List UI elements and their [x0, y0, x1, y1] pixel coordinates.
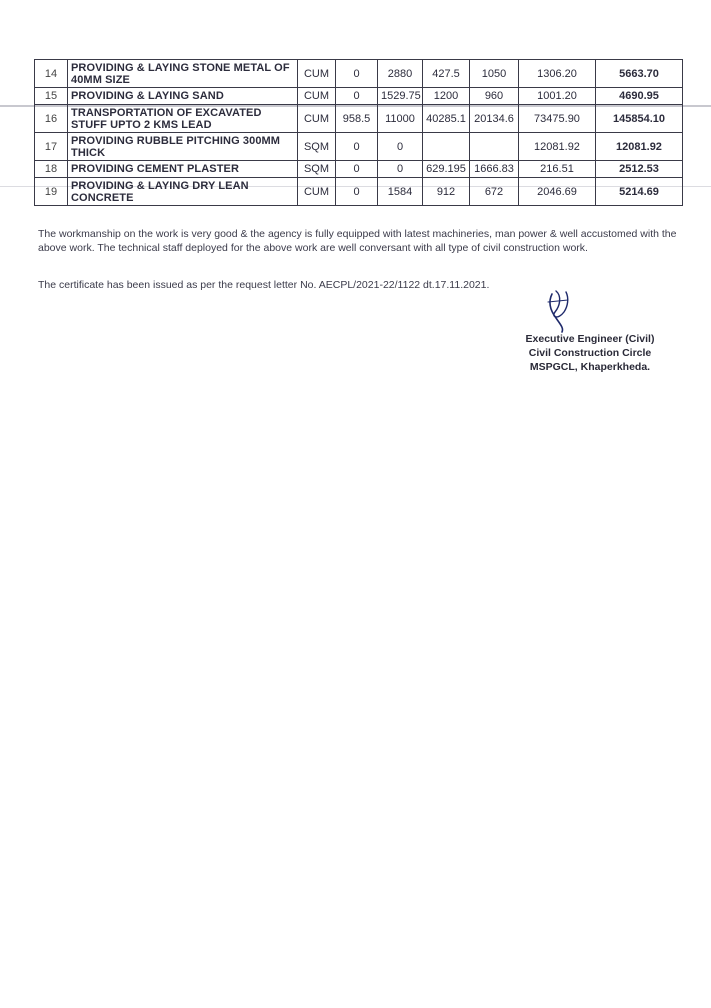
table-row — [35, 88, 683, 105]
item-description-cell: PROVIDING RUBBLE PITCHING 300MM THICK — [68, 133, 298, 161]
item-description-cell: PROVIDING & LAYING SAND — [68, 88, 298, 105]
quantity-col2-cell: 1529.75 — [378, 88, 423, 105]
quantity-col4-cell: 1050 — [470, 60, 519, 88]
quantity-col3-cell: 427.5 — [423, 60, 470, 88]
table-row — [35, 105, 683, 133]
quantity-col2-cell: 1584 — [378, 178, 423, 206]
item-description-cell: PROVIDING CEMENT PLASTER — [68, 161, 298, 178]
works-quantity-table — [34, 59, 683, 206]
handwritten-signature — [538, 288, 578, 334]
quantity-col4-cell: 672 — [470, 178, 519, 206]
quantity-col1-cell: 0 — [336, 60, 378, 88]
unit-cell: CUM — [298, 88, 336, 105]
serial-number-cell: 14 — [35, 60, 68, 88]
quantity-col1-cell: 0 — [336, 88, 378, 105]
quantity-col4-cell: 960 — [470, 88, 519, 105]
item-description-cell: PROVIDING & LAYING STONE METAL OF 40MM SIZE — [68, 60, 298, 88]
serial-number-cell: 18 — [35, 161, 68, 178]
quantity-col2-cell: 11000 — [378, 105, 423, 133]
unit-cell: SQM — [298, 133, 336, 161]
unit-cell: SQM — [298, 161, 336, 178]
total-quantity-cell: 2512.53 — [596, 161, 683, 178]
quantity-col2-cell: 0 — [378, 133, 423, 161]
total-quantity-cell: 12081.92 — [596, 133, 683, 161]
table-row — [35, 60, 683, 88]
unit-cell: CUM — [298, 178, 336, 206]
quantity-col3-cell — [423, 133, 470, 161]
item-description-cell: TRANSPORTATION OF EXCAVATED STUFF UPTO 2 KMS LEAD — [68, 105, 298, 133]
serial-number-cell: 19 — [35, 178, 68, 206]
serial-number-cell: 17 — [35, 133, 68, 161]
quantity-col4-cell: 1666.83 — [470, 161, 519, 178]
quantity-col4-cell: 20134.6 — [470, 105, 519, 133]
table-row — [35, 161, 683, 178]
quantity-col4-cell — [470, 133, 519, 161]
signatory-designation: Executive Engineer (Civil) — [525, 333, 655, 345]
quantity-col5-cell: 73475.90 — [519, 105, 596, 133]
workmanship-paragraph: The workmanship on the work is very good & the agency is fully equipped with latest machineries, man power & well accustomed with the above work. The technical staff deployed for the above work are well conversant with all type of civil construction work. — [38, 228, 677, 254]
quantity-col1-cell: 0 — [336, 133, 378, 161]
unit-cell: CUM — [298, 60, 336, 88]
quantity-col1-cell: 0 — [336, 161, 378, 178]
quantity-col5-cell: 12081.92 — [519, 133, 596, 161]
certificate-paragraph: The certificate has been issued as per the request letter No. AECPL/2021-22/1122 dt.17.11.2021. — [38, 279, 490, 291]
quantity-col3-cell: 912 — [423, 178, 470, 206]
signatory-organization: MSPGCL, Khaperkheda. — [529, 361, 651, 373]
serial-number-cell: 16 — [35, 105, 68, 133]
quantity-col5-cell: 2046.69 — [519, 178, 596, 206]
quantity-col2-cell: 2880 — [378, 60, 423, 88]
total-quantity-cell: 145854.10 — [596, 105, 683, 133]
unit-cell: CUM — [298, 105, 336, 133]
total-quantity-cell: 4690.95 — [596, 88, 683, 105]
quantity-col2-cell: 0 — [378, 161, 423, 178]
quantity-col3-cell: 1200 — [423, 88, 470, 105]
quantity-col5-cell: 1001.20 — [519, 88, 596, 105]
total-quantity-cell: 5663.70 — [596, 60, 683, 88]
quantity-col1-cell: 958.5 — [336, 105, 378, 133]
item-description-cell: PROVIDING & LAYING DRY LEAN CONCRETE — [68, 178, 298, 206]
quantity-col3-cell: 629.195 — [423, 161, 470, 178]
signatory-office: Civil Construction Circle — [528, 347, 652, 359]
quantity-col5-cell: 216.51 — [519, 161, 596, 178]
signatory-block — [510, 332, 670, 374]
quantity-col3-cell: 40285.1 — [423, 105, 470, 133]
quantity-col1-cell: 0 — [336, 178, 378, 206]
quantity-col5-cell: 1306.20 — [519, 60, 596, 88]
table-row — [35, 133, 683, 161]
total-quantity-cell: 5214.69 — [596, 178, 683, 206]
table-row — [35, 178, 683, 206]
serial-number-cell: 15 — [35, 88, 68, 105]
